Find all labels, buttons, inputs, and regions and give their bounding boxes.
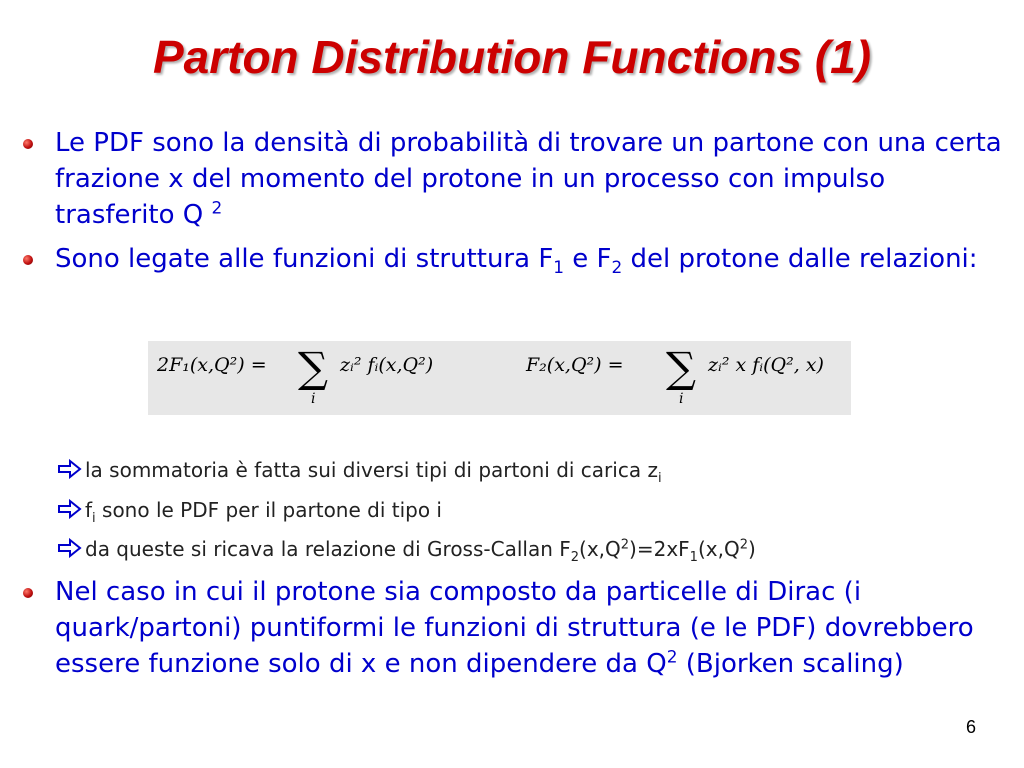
subitem-gross-callan bbox=[85, 536, 756, 565]
subscript: 1 bbox=[689, 550, 698, 565]
hollow-arrow-icon bbox=[58, 538, 82, 558]
red-ball-bullet-icon bbox=[23, 588, 33, 598]
page-number: 6 bbox=[966, 717, 977, 737]
superscript: 2 bbox=[211, 197, 223, 218]
sigma-icon: ∑ bbox=[298, 343, 328, 392]
subitem-text: la sommatoria è fatta sui diversi tipi di partoni di carica z bbox=[85, 458, 658, 482]
superscript: 2 bbox=[739, 537, 748, 553]
bullet-text: del protone dalle relazioni: bbox=[622, 244, 978, 274]
bullet-text: (Bjorken scaling) bbox=[677, 649, 904, 679]
red-ball-bullet-icon bbox=[23, 255, 33, 265]
bullet-text: e F bbox=[564, 244, 612, 274]
subitem-text: )=2xF bbox=[629, 537, 690, 561]
bullet-structure-functions bbox=[55, 241, 1005, 277]
sigma-icon: ∑ bbox=[666, 343, 696, 392]
superscript: 2 bbox=[666, 646, 678, 667]
bullet-text: Nel caso in cui il protone sia composto da particelle di Dirac (i quark/partoni) puntiformi le funzioni di struttura (e le PDF) dovrebbero essere funzione solo di x e non dipendere da Q bbox=[55, 577, 974, 679]
subitem-text: f bbox=[85, 498, 93, 522]
subscript: 2 bbox=[570, 550, 580, 565]
formula-f2-lhs: F₂(x,Q²) = bbox=[526, 354, 624, 376]
subitem-pdf bbox=[85, 497, 442, 526]
subscript: i bbox=[92, 511, 96, 526]
bullet-text: Sono legate alle funzioni di struttura F bbox=[55, 244, 554, 274]
subscript: 1 bbox=[553, 257, 565, 278]
bullet-pdf-definition bbox=[55, 125, 1005, 233]
sum-index: i bbox=[311, 391, 316, 407]
formula-f2-rhs: zᵢ² x fᵢ(Q², x) bbox=[708, 354, 824, 376]
sum-index: i bbox=[679, 391, 684, 407]
bullet-text: Le PDF sono la densità di probabilità di trovare un partone con una certa frazione x del momento del protone in un processo con impulso trasferito Q bbox=[55, 128, 1002, 230]
subscript: i bbox=[657, 471, 662, 486]
hollow-arrow-icon bbox=[58, 459, 82, 479]
subitem-text: sono le PDF per il partone di tipo i bbox=[95, 498, 442, 522]
bullet-bjorken-scaling bbox=[55, 574, 1005, 682]
red-ball-bullet-icon bbox=[23, 139, 33, 149]
slide-title: Parton Distribution Functions (1) bbox=[152, 31, 872, 83]
formula-box bbox=[148, 341, 851, 415]
formula-f1-rhs: zᵢ² fᵢ(x,Q²) bbox=[340, 354, 434, 376]
subitem-sum bbox=[85, 457, 662, 486]
formula-f1-lhs: 2F₁(x,Q²) = bbox=[157, 354, 267, 376]
subitem-text: da queste si ricava la relazione di Gross-Callan F bbox=[85, 537, 571, 561]
hollow-arrow-icon bbox=[58, 499, 82, 519]
subitem-text: ) bbox=[747, 537, 756, 561]
subitem-text: (x,Q bbox=[579, 537, 621, 561]
subscript: 2 bbox=[611, 257, 623, 278]
superscript: 2 bbox=[620, 537, 630, 553]
subitem-text: (x,Q bbox=[697, 537, 740, 561]
